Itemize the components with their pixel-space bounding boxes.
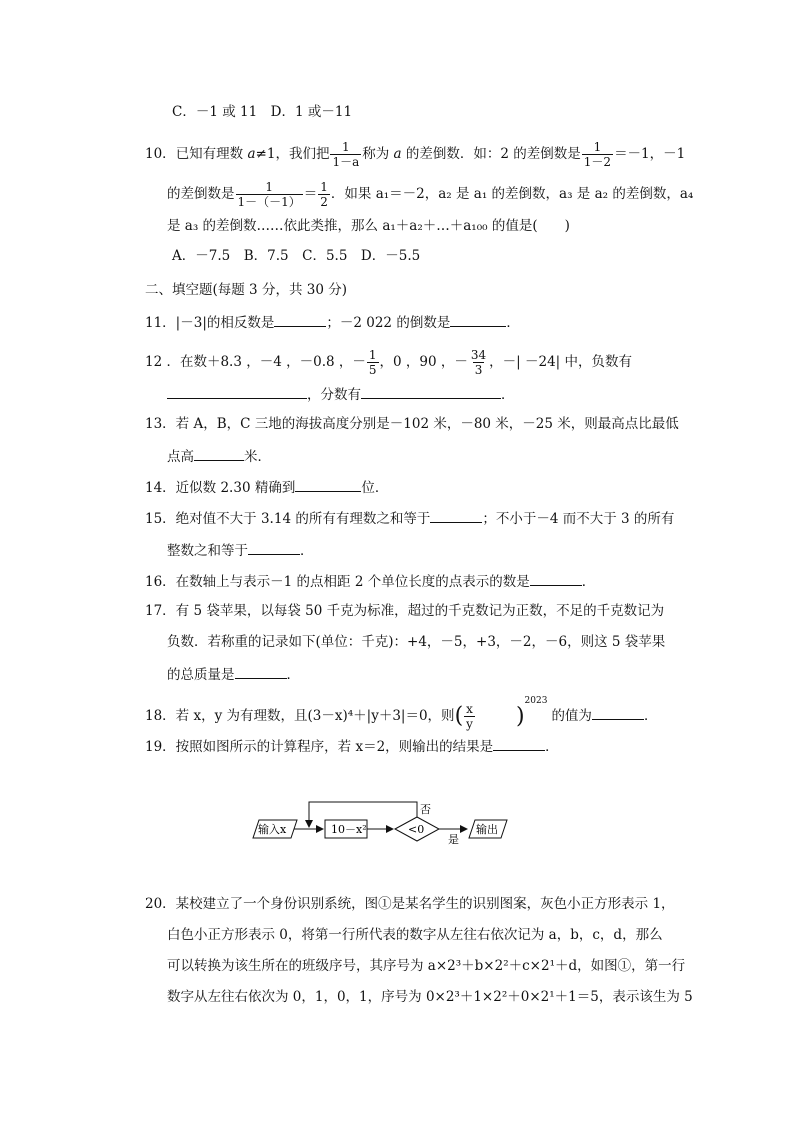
exponent: 2023 [524,695,548,706]
fraction: $\frac{34}{3}$ [470,348,487,377]
q13-line2: 点高 米． [167,446,271,467]
q10-number: 10． [145,146,176,162]
fraction: $\frac{1}{1-2}$ [583,140,612,169]
q17-line3: 的总质量是 ． [167,664,300,685]
q13-line1: 13．若 A，B，C 三地的海拔高度分别是－102 米，－80 米，－25 米，则最高点比最低 [145,416,679,432]
q20-line2: 白色小正方形表示 0，将第一行所代表的数字从左往右依次记为 a，b，c，d，那么 [167,927,663,943]
q14: 14．近似数 2.30 精确到 位． [145,477,388,498]
answer-blank[interactable] [295,477,361,492]
fraction: $\frac{1}{1-a}$ [332,140,360,169]
input-label: 输入x [258,823,287,836]
answer-blank[interactable] [248,540,300,555]
q10-options: A．－7.5 B．7.5 C．5.5 D．－5.5 [172,248,421,264]
no-label: 否 [420,803,431,816]
answer-blank[interactable] [430,508,482,523]
answer-blank[interactable] [274,312,326,327]
q15-line2: 整数之和等于 ． [167,540,314,561]
section-heading: 二、填空题(每题 3 分，共 30 分) [145,282,347,298]
answer-blank[interactable] [194,446,244,461]
q11: 11．|－3|的相反数是 ；－2 022 的倒数是 ． [145,312,520,333]
process-label: 10－x² [331,823,367,836]
q18: 18．若 x，y 为有理数，且(3－x)⁴＋|y＋3|＝0，则( $\frac{x}{y}$ )$^{2023}$的值为 ． [145,695,658,731]
q10-line2: 的差倒数是 $\frac{1}{1-(-1)}$ ＝ $\frac{1}{2}$ ．如果 a₁＝－2，a₂ 是 a₁ 的差倒数，a₃ 是 a₂ 的差倒数，a₄ [167,180,694,209]
flowchart [245,790,520,850]
answer-blank[interactable] [530,571,582,586]
q16: 16．在数轴上与表示－1 的点相距 2 个单位长度的点表示的数是 ． [145,571,595,592]
q10-line3: 是 a₃ 的差倒数……依此类推，那么 a₁＋a₂＋…＋a₁₀₀ 的值是( ) [167,218,570,234]
answer-blank[interactable] [493,736,545,751]
q12-line2: ，分数有 ． [167,384,515,405]
fraction: $\frac{1}{2}$ [320,180,328,209]
fraction: $\frac{x}{y}$ [466,702,473,731]
answer-blank[interactable] [592,705,644,720]
q15-line1: 15．绝对值不大于 3.14 的所有有理数之和等于 ；不小于－4 而不大于 3 的所有 [145,508,674,529]
q12-line1: 12 ．在数＋8.3 ，－4 ，－0.8 ，－ $\frac{1}{5}$ ，0 ，90 ，－ $\frac{34}{3}$ ，－| －24| 中，负数有 [145,348,633,377]
q9-options: C．－1 或 11 D．1 或－11 [172,104,353,120]
output-label: 输出 [476,823,498,836]
answer-blank[interactable] [167,384,307,399]
q20-line4: 数字从左往右依次为 0，1，0，1，序号为 0×2³＋1×2²＋0×2¹＋1＝5，表示该生为 5 [167,989,693,1005]
answer-blank[interactable] [450,312,506,327]
q17-line1: 17．有 5 袋苹果，以每袋 50 千克为标准，超过的千克数记为正数，不足的千克数记为 [145,603,665,619]
q19: 19．按照如图所示的计算程序，若 x＝2，则输出的结果是 ． [145,736,559,757]
yes-label: 是 [448,833,459,846]
right-paren: ) [515,703,525,729]
answer-blank[interactable] [361,384,501,399]
fraction: $\frac{1}{1-(-1)}$ [237,180,301,209]
q10-line1: 10．已知有理数 a≠1，我们把 $\frac{1}{1-a}$ 称为 a 的差倒数．如：2 的差倒数是 $\frac{1}{1-2}$ ＝－1，－1 [145,140,686,169]
fraction: $\frac{1}{5}$ [368,348,377,377]
answer-blank[interactable] [235,664,287,679]
q17-line2: 负数．若称重的记录如下(单位：千克)：+4，－5，+3，－2，－6，则这 5 袋苹果 [167,634,666,650]
left-paren: ( [454,703,464,729]
q20-line3: 可以转换为该生所在的班级序号，其序号为 a×2³＋b×2²＋c×2¹＋d，如图①，第一行 [167,958,686,974]
decision-label: <0 [408,823,425,836]
q20-line1: 20．某校建立了一个身份识别系统，图①是某名学生的识别图案，灰色小正方形表示 1， [145,896,675,912]
